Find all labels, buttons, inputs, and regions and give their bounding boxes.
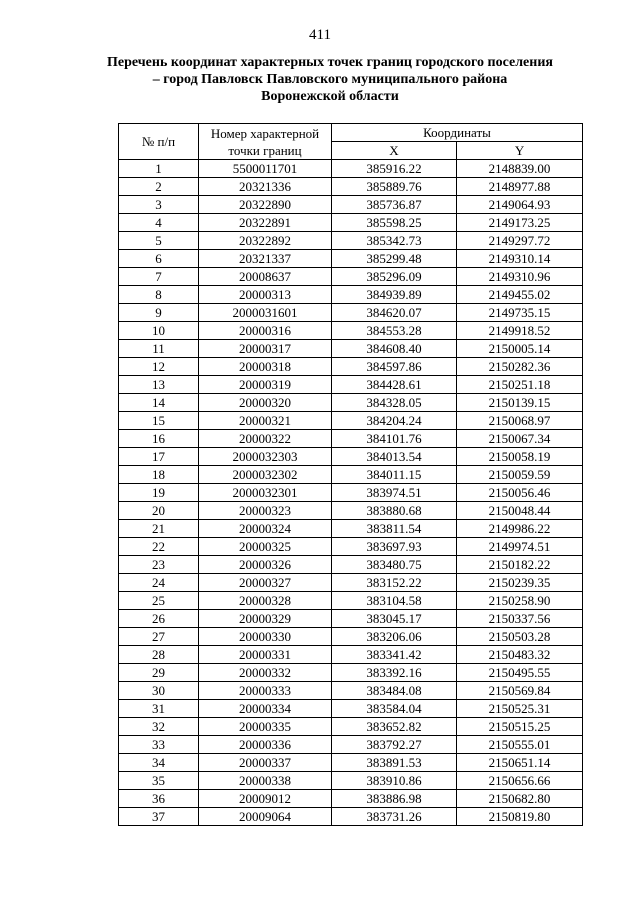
table-row — [119, 520, 583, 538]
cell-point-id: 20000329 — [199, 610, 332, 628]
cell-point-id: 5500011701 — [199, 160, 332, 178]
cell-y: 2149297.72 — [457, 232, 583, 250]
cell-y: 2150059.59 — [457, 466, 583, 484]
header-point-line-1: Номер характерной — [210, 125, 320, 141]
cell-number: 31 — [119, 700, 199, 718]
cell-x: 383152.22 — [332, 574, 457, 592]
cell-x: 383792.27 — [332, 736, 457, 754]
cell-y: 2149310.96 — [457, 268, 583, 286]
cell-point-id: 20000324 — [199, 520, 332, 538]
table-row — [119, 286, 583, 304]
cell-x: 383880.68 — [332, 502, 457, 520]
cell-y: 2150525.31 — [457, 700, 583, 718]
cell-number: 30 — [119, 682, 199, 700]
cell-x: 385916.22 — [332, 160, 457, 178]
header-x: X — [332, 142, 457, 160]
cell-point-id: 20000332 — [199, 664, 332, 682]
table-row — [119, 484, 583, 502]
cell-y: 2150056.46 — [457, 484, 583, 502]
cell-point-id: 20321337 — [199, 250, 332, 268]
cell-number: 33 — [119, 736, 199, 754]
cell-x: 384011.15 — [332, 466, 457, 484]
cell-x: 384328.05 — [332, 394, 457, 412]
cell-number: 1 — [119, 160, 199, 178]
table-row — [119, 412, 583, 430]
cell-x: 383910.86 — [332, 772, 457, 790]
cell-number: 16 — [119, 430, 199, 448]
table-row — [119, 700, 583, 718]
cell-point-id: 20000318 — [199, 358, 332, 376]
table-row — [119, 376, 583, 394]
cell-y: 2150058.19 — [457, 448, 583, 466]
cell-number: 9 — [119, 304, 199, 322]
table-row — [119, 214, 583, 232]
header-point-line-2: точки границ — [228, 142, 302, 158]
cell-x: 383891.53 — [332, 754, 457, 772]
table-row — [119, 772, 583, 790]
table-row — [119, 466, 583, 484]
cell-number: 21 — [119, 520, 199, 538]
cell-number: 32 — [119, 718, 199, 736]
cell-number: 5 — [119, 232, 199, 250]
cell-x: 384204.24 — [332, 412, 457, 430]
cell-x: 385296.09 — [332, 268, 457, 286]
cell-number: 2 — [119, 178, 199, 196]
cell-x: 384013.54 — [332, 448, 457, 466]
cell-x: 383974.51 — [332, 484, 457, 502]
cell-point-id: 20009012 — [199, 790, 332, 808]
cell-point-id: 20000337 — [199, 754, 332, 772]
cell-number: 26 — [119, 610, 199, 628]
cell-y: 2149173.25 — [457, 214, 583, 232]
table-row — [119, 358, 583, 376]
cell-y: 2150569.84 — [457, 682, 583, 700]
cell-y: 2150067.34 — [457, 430, 583, 448]
cell-point-id: 20322892 — [199, 232, 332, 250]
cell-point-id: 20000313 — [199, 286, 332, 304]
cell-number: 7 — [119, 268, 199, 286]
cell-y: 2150251.18 — [457, 376, 583, 394]
cell-number: 28 — [119, 646, 199, 664]
cell-point-id: 20000334 — [199, 700, 332, 718]
cell-point-id: 20008637 — [199, 268, 332, 286]
cell-x: 384608.40 — [332, 340, 457, 358]
table-row — [119, 196, 583, 214]
table-row — [119, 736, 583, 754]
table-row — [119, 304, 583, 322]
cell-number: 11 — [119, 340, 199, 358]
cell-point-id: 20000320 — [199, 394, 332, 412]
cell-x: 385342.73 — [332, 232, 457, 250]
cell-point-id: 20000328 — [199, 592, 332, 610]
table-row — [119, 610, 583, 628]
cell-number: 12 — [119, 358, 199, 376]
cell-number: 25 — [119, 592, 199, 610]
cell-x: 385598.25 — [332, 214, 457, 232]
title-line-2: – город Павловск Павловского муниципального района — [152, 72, 508, 87]
cell-x: 383480.75 — [332, 556, 457, 574]
cell-y: 2150258.90 — [457, 592, 583, 610]
table-row — [119, 502, 583, 520]
cell-y: 2150819.80 — [457, 808, 583, 826]
cell-x: 384101.76 — [332, 430, 457, 448]
cell-y: 2149310.14 — [457, 250, 583, 268]
table-row — [119, 448, 583, 466]
cell-y: 2149064.93 — [457, 196, 583, 214]
cell-x: 383341.42 — [332, 646, 457, 664]
cell-number: 37 — [119, 808, 199, 826]
table-row — [119, 538, 583, 556]
cell-number: 8 — [119, 286, 199, 304]
cell-y: 2150495.55 — [457, 664, 583, 682]
cell-number: 24 — [119, 574, 199, 592]
table-row — [119, 340, 583, 358]
cell-point-id: 20000336 — [199, 736, 332, 754]
cell-y: 2150483.32 — [457, 646, 583, 664]
cell-point-id: 20000317 — [199, 340, 332, 358]
cell-x: 384939.89 — [332, 286, 457, 304]
cell-point-id: 20000335 — [199, 718, 332, 736]
cell-number: 35 — [119, 772, 199, 790]
cell-x: 385736.87 — [332, 196, 457, 214]
cell-y: 2150282.36 — [457, 358, 583, 376]
cell-x: 383206.06 — [332, 628, 457, 646]
cell-y: 2150337.56 — [457, 610, 583, 628]
cell-x: 383484.08 — [332, 682, 457, 700]
table-row — [119, 394, 583, 412]
cell-x: 384428.61 — [332, 376, 457, 394]
table-row — [119, 718, 583, 736]
coordinates-table — [118, 123, 583, 826]
table-row — [119, 556, 583, 574]
cell-y: 2150503.28 — [457, 628, 583, 646]
cell-number: 20 — [119, 502, 199, 520]
cell-point-id: 20321336 — [199, 178, 332, 196]
cell-point-id: 2000032303 — [199, 448, 332, 466]
header-y: Y — [457, 142, 583, 160]
cell-y: 2149735.15 — [457, 304, 583, 322]
cell-point-id: 20000338 — [199, 772, 332, 790]
cell-number: 23 — [119, 556, 199, 574]
cell-point-id: 20000330 — [199, 628, 332, 646]
cell-y: 2148839.00 — [457, 160, 583, 178]
cell-number: 18 — [119, 466, 199, 484]
table-row — [119, 160, 583, 178]
cell-point-id: 20322890 — [199, 196, 332, 214]
cell-point-id: 20000319 — [199, 376, 332, 394]
cell-point-id: 20000327 — [199, 574, 332, 592]
cell-number: 14 — [119, 394, 199, 412]
cell-x: 383731.26 — [332, 808, 457, 826]
table-row — [119, 664, 583, 682]
cell-number: 3 — [119, 196, 199, 214]
cell-y: 2150048.44 — [457, 502, 583, 520]
table-row — [119, 250, 583, 268]
table-row — [119, 574, 583, 592]
cell-number: 10 — [119, 322, 199, 340]
header-point — [199, 124, 332, 160]
cell-point-id: 20000326 — [199, 556, 332, 574]
cell-point-id: 20000316 — [199, 322, 332, 340]
cell-y: 2149455.02 — [457, 286, 583, 304]
table-row — [119, 322, 583, 340]
cell-y: 2149986.22 — [457, 520, 583, 538]
cell-number: 22 — [119, 538, 199, 556]
cell-y: 2150651.14 — [457, 754, 583, 772]
cell-y: 2150139.15 — [457, 394, 583, 412]
title-line-3: Воронежской области — [261, 89, 399, 104]
cell-point-id: 20000323 — [199, 502, 332, 520]
cell-x: 383652.82 — [332, 718, 457, 736]
document-title — [60, 54, 600, 105]
table-row — [119, 754, 583, 772]
cell-number: 17 — [119, 448, 199, 466]
cell-x: 383392.16 — [332, 664, 457, 682]
cell-y: 2149974.51 — [457, 538, 583, 556]
header-coordinates: Координаты — [332, 124, 583, 142]
cell-x: 384620.07 — [332, 304, 457, 322]
cell-x: 383886.98 — [332, 790, 457, 808]
cell-y: 2150515.25 — [457, 718, 583, 736]
table-row — [119, 592, 583, 610]
cell-y: 2150656.66 — [457, 772, 583, 790]
cell-y: 2150239.35 — [457, 574, 583, 592]
cell-x: 383697.93 — [332, 538, 457, 556]
table-row — [119, 430, 583, 448]
cell-number: 29 — [119, 664, 199, 682]
cell-point-id: 20000322 — [199, 430, 332, 448]
cell-y: 2150682.80 — [457, 790, 583, 808]
cell-point-id: 20322891 — [199, 214, 332, 232]
cell-number: 19 — [119, 484, 199, 502]
cell-x: 385299.48 — [332, 250, 457, 268]
cell-point-id: 20000333 — [199, 682, 332, 700]
cell-point-id: 20000325 — [199, 538, 332, 556]
cell-x: 385889.76 — [332, 178, 457, 196]
cell-x: 384597.86 — [332, 358, 457, 376]
cell-number: 36 — [119, 790, 199, 808]
cell-point-id: 2000032302 — [199, 466, 332, 484]
table-row — [119, 682, 583, 700]
table-row — [119, 268, 583, 286]
cell-x: 383104.58 — [332, 592, 457, 610]
header-number: № п/п — [119, 124, 199, 160]
table-row — [119, 232, 583, 250]
cell-x: 383584.04 — [332, 700, 457, 718]
cell-point-id: 2000032301 — [199, 484, 332, 502]
table-header — [119, 124, 583, 160]
cell-number: 4 — [119, 214, 199, 232]
cell-number: 27 — [119, 628, 199, 646]
cell-x: 384553.28 — [332, 322, 457, 340]
table-body — [119, 160, 583, 826]
table-row — [119, 790, 583, 808]
cell-x: 383045.17 — [332, 610, 457, 628]
cell-y: 2150068.97 — [457, 412, 583, 430]
cell-y: 2150555.01 — [457, 736, 583, 754]
cell-point-id: 20000321 — [199, 412, 332, 430]
page-number: 411 — [309, 27, 331, 43]
cell-number: 13 — [119, 376, 199, 394]
cell-y: 2149918.52 — [457, 322, 583, 340]
cell-x: 383811.54 — [332, 520, 457, 538]
table-row — [119, 628, 583, 646]
cell-y: 2148977.88 — [457, 178, 583, 196]
cell-y: 2150182.22 — [457, 556, 583, 574]
cell-point-id: 20000331 — [199, 646, 332, 664]
cell-number: 6 — [119, 250, 199, 268]
cell-y: 2150005.14 — [457, 340, 583, 358]
table-row — [119, 808, 583, 826]
cell-number: 34 — [119, 754, 199, 772]
title-line-1: Перечень координат характерных точек границ городского поселения — [107, 55, 553, 70]
table-row — [119, 178, 583, 196]
cell-number: 15 — [119, 412, 199, 430]
cell-point-id: 2000031601 — [199, 304, 332, 322]
cell-point-id: 20009064 — [199, 808, 332, 826]
table-row — [119, 646, 583, 664]
